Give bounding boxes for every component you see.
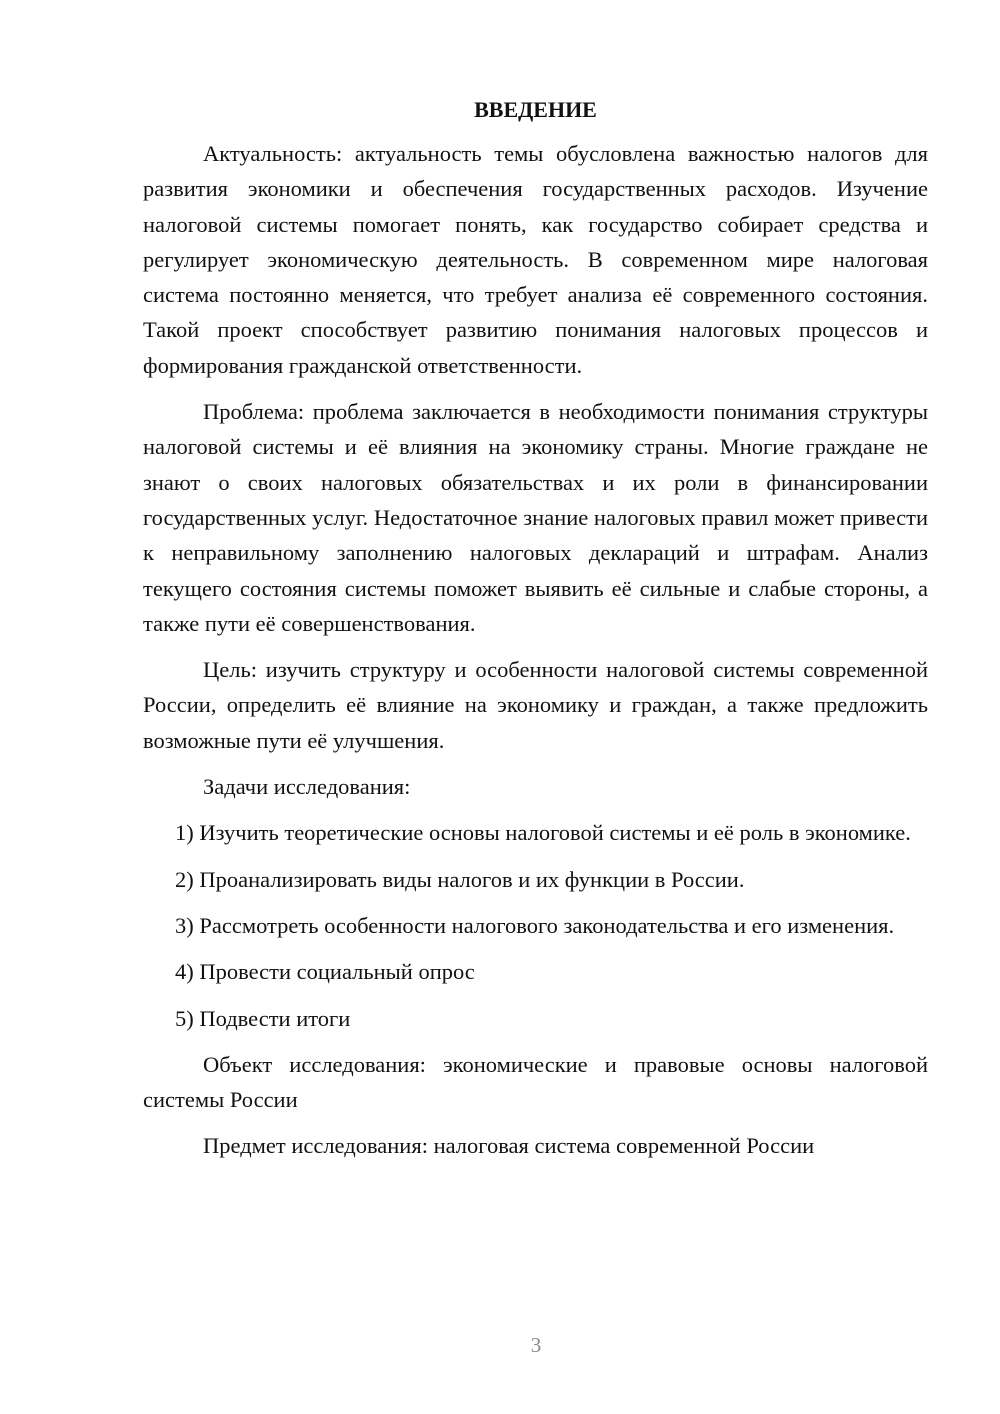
task-item-1: 1) Изучить теоретические основы налоговой системы и её роль в экономике. <box>175 820 911 846</box>
task-item-4: 4) Провести социальный опрос <box>175 959 475 985</box>
page-content <box>143 95 928 1175</box>
section-heading: ВВЕДЕНИЕ <box>474 97 597 122</box>
research-object-paragraph: Объект исследования: экономические и правовые основы налоговой системы России <box>143 1051 928 1113</box>
goal-paragraph: Цель: изучить структуру и особенности налоговой системы современной России, определить её влияние на экономику и граждан, а также предложить возможные пути её улучшения. <box>143 657 928 753</box>
problem-paragraph: Проблема: проблема заключается в необходимости понимания структуры налоговой системы и её влияния на экономику страны. Многие граждане не знают о своих налоговых обязательствах и их роли в финансировании государственных услуг. Недостаточное знание налоговых правил может привести к неправильному заполнению налоговых деклараций и штрафам. Анализ текущего состояния системы поможет выявить её сильные и слабые стороны, а также пути её совершенствования. <box>143 399 928 636</box>
tasks-title: Задачи исследования: <box>203 774 411 800</box>
task-item-2: 2) Проанализировать виды налогов и их функции в России. <box>175 866 745 892</box>
relevance-paragraph: Актуальность: актуальность темы обусловлена важностью налогов для развития экономики и обеспечения государственных расходов. Изучение налоговой системы помогает понять, как государство собирает средства и регулирует экономическую деятельность. В современном мире налоговая система постоянно меняется, что требует анализа её современного состояния. Такой проект способствует развитию понимания налоговых процессов и формирования гражданской ответственности. <box>143 141 928 378</box>
page-number: 3 <box>530 1333 542 1357</box>
task-item-5: 5) Подвести итоги <box>175 1005 351 1031</box>
task-item-3: 3) Рассмотреть особенности налогового законодательства и его изменения. <box>175 912 895 938</box>
research-subject-paragraph: Предмет исследования: налоговая система современной России <box>203 1133 815 1159</box>
